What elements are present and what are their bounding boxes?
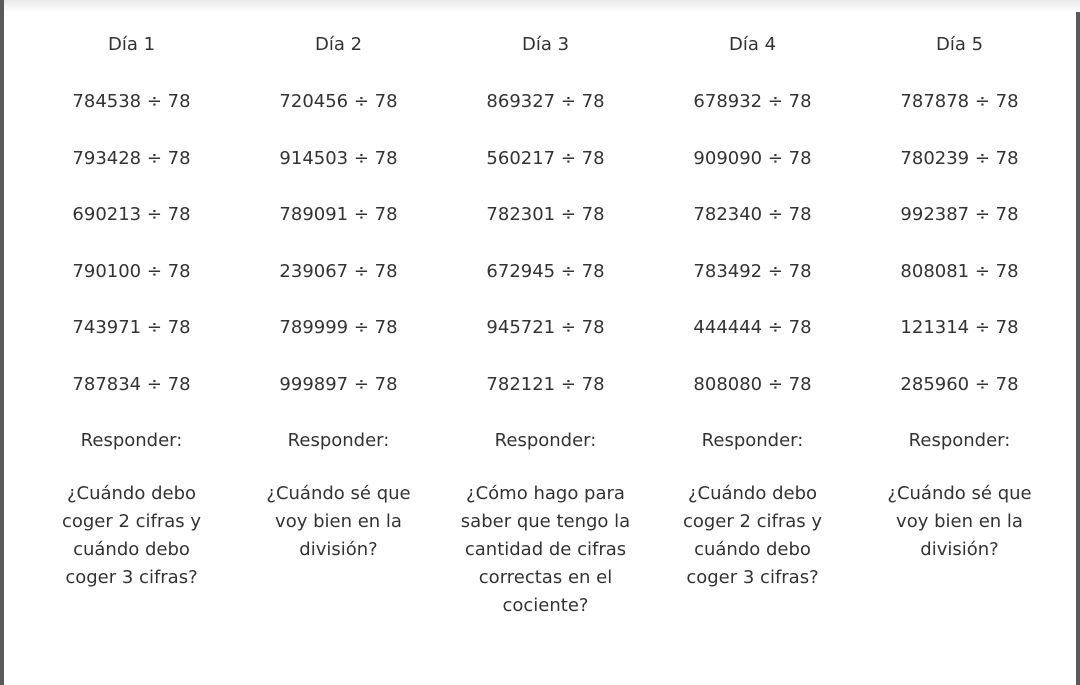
day-column-2 [235, 30, 442, 620]
division-problem: 720456 ÷ 78 [279, 91, 398, 112]
division-problem: 780239 ÷ 78 [900, 147, 1019, 169]
division-worksheet-grid [28, 30, 1060, 620]
division-problem: 239067 ÷ 78 [279, 260, 398, 282]
day-column-1 [28, 30, 235, 620]
division-problem: 285960 ÷ 78 [900, 373, 1019, 395]
division-problem: 790100 ÷ 78 [72, 260, 191, 282]
division-problem: 787878 ÷ 78 [900, 91, 1019, 112]
day-title: Día 2 [314, 34, 363, 55]
division-problem: 793428 ÷ 78 [72, 147, 191, 169]
reflection-question: ¿Cuándo sé que voy bien en la división? [266, 483, 411, 560]
division-problem: 743971 ÷ 78 [72, 317, 191, 338]
division-problem: 444444 ÷ 78 [693, 317, 812, 338]
division-problem: 690213 ÷ 78 [72, 204, 191, 225]
reflection-question: ¿Cómo hago para saber que tengo la cantidad de cifras correctas en el cociente? [460, 483, 631, 616]
division-problem: 869327 ÷ 78 [486, 91, 605, 112]
division-problem: 945721 ÷ 78 [486, 317, 605, 338]
division-problem: 789999 ÷ 78 [279, 317, 398, 338]
division-problem: 678932 ÷ 78 [693, 91, 812, 112]
division-problem: 909090 ÷ 78 [693, 147, 812, 169]
reflection-question: ¿Cuándo sé que voy bien en la división? [887, 483, 1032, 560]
respond-label: Responder: [908, 430, 1011, 451]
division-problem: 782340 ÷ 78 [693, 204, 812, 225]
day-column-4 [649, 30, 856, 620]
division-problem: 560217 ÷ 78 [486, 147, 605, 169]
division-problem: 999897 ÷ 78 [279, 373, 398, 395]
day-column-5 [856, 30, 1063, 620]
reflection-question: ¿Cuándo debo coger 2 cifras y cuándo debo coger 3 cifras? [682, 483, 823, 588]
division-problem: 789091 ÷ 78 [279, 204, 398, 225]
day-title: Día 3 [521, 34, 570, 55]
division-problem: 784538 ÷ 78 [72, 91, 191, 112]
division-problem: 808081 ÷ 78 [900, 260, 1019, 282]
respond-label: Responder: [80, 430, 183, 451]
division-problem: 783492 ÷ 78 [693, 260, 812, 282]
division-problem: 121314 ÷ 78 [900, 317, 1019, 338]
day-column-3 [442, 30, 649, 620]
day-title: Día 4 [728, 34, 777, 55]
respond-label: Responder: [701, 430, 804, 451]
day-title: Día 5 [935, 34, 984, 55]
day-title: Día 1 [107, 34, 156, 55]
division-problem: 782301 ÷ 78 [486, 204, 605, 225]
division-problem: 914503 ÷ 78 [279, 147, 398, 169]
division-problem: 992387 ÷ 78 [900, 204, 1019, 225]
top-shadow [4, 0, 1080, 12]
division-problem: 672945 ÷ 78 [486, 260, 605, 282]
reflection-question: ¿Cuándo debo coger 2 cifras y cuándo debo coger 3 cifras? [61, 483, 202, 588]
respond-label: Responder: [494, 430, 597, 451]
division-problem: 787834 ÷ 78 [72, 373, 191, 395]
respond-label: Responder: [287, 430, 390, 451]
division-problem: 808080 ÷ 78 [693, 373, 812, 395]
division-problem: 782121 ÷ 78 [486, 373, 605, 395]
